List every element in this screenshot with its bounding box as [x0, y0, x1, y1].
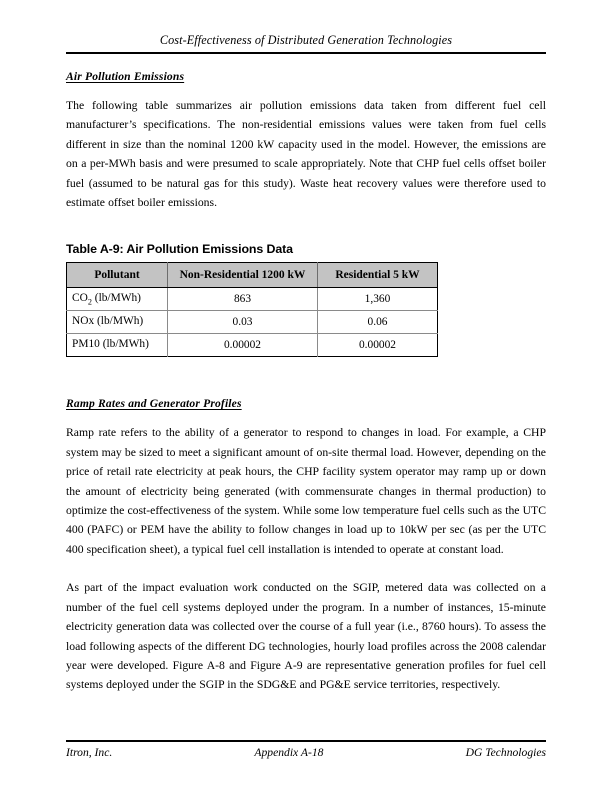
spacer	[66, 387, 546, 397]
table-row	[67, 288, 438, 311]
cell-pollutant	[67, 288, 168, 311]
pollutant-name: NOx (lb/MWh)	[72, 315, 144, 328]
spacer	[66, 559, 546, 578]
footer-right: DG Technologies	[465, 746, 546, 759]
footer-left: Itron, Inc.	[66, 746, 113, 759]
table-row	[67, 334, 438, 357]
section-heading-air-pollution: Air Pollution Emissions	[66, 70, 185, 83]
pollutant-name: CO	[72, 292, 88, 305]
cell-residential: 1,360	[318, 288, 438, 311]
paragraph-ramp-rates-1: Ramp rate refers to the ability of a generator to respond to changes in load. For example, a CHP system may be sized to meet a significant amount of on-site thermal load. However, depending on the price of retail rate electricity at peak hours, the CHP facility system operator may ramp up or down the amount of electricity being generated (with commensurate changes in thermal production) to optimize the cost-effectiveness of the system. While some low temperature fuel cells such as the UTC 400 (PAFC) or PEM have the ability to follow changes in load up to 10kW per sec (as per the UTC 400 specification sheet), a typical fuel cell installation is intended to operate at constant load.	[66, 426, 546, 556]
running-head: Cost-Effectiveness of Distributed Generation Technologies	[159, 33, 453, 47]
column-header-non-residential: Non-Residential 1200 kW	[168, 263, 318, 288]
footer-rule	[66, 740, 546, 742]
spacer	[66, 357, 546, 387]
pollutant-subscript: 2	[87, 297, 92, 307]
pollutant-name: PM10 (lb/MWh)	[72, 338, 149, 351]
paragraph-air-pollution: The following table summarizes air pollution emissions data taken from different fuel cell manufacturer’s specifications. The non-residential emissions values were taken from fuel cells different in size than the nominal 1200 kW capacity used in the model. However, the emissions are on a per-MWh basis and were presumed to scale appropriately. Note that CHP fuel cells offset boiler fuel (assumed to be natural gas for this study). Waste heat recovery values were therefore used to estimate offset boiler emissions.	[66, 99, 546, 210]
spacer	[66, 212, 546, 242]
pollutant-units: (lb/MWh)	[91, 292, 141, 305]
cell-pollutant	[67, 334, 168, 357]
paragraph-ramp-rates-2: As part of the impact evaluation work conducted on the SGIP, metered data was collected on a number of the fuel cell systems deployed under the program. In a number of instances, 15-minute electricity generation data was collected over the course of a full year (i.e., 8760 hours). To assess the load following aspects of the different DG technologies, hourly load profiles across the 2008 calendar year were developed. Figure A-8 and Figure A-9 are representative generation profiles for fuel cell systems deployed under the SGIP in the SDG&E and PG&E service territories, respectively.	[66, 581, 546, 692]
cell-non-residential: 0.03	[168, 311, 318, 334]
section-heading-ramp-rates: Ramp Rates and Generator Profiles	[66, 397, 242, 411]
table-row	[67, 311, 438, 334]
cell-residential: 0.00002	[318, 334, 438, 357]
air-pollution-emissions-table	[66, 262, 438, 357]
cell-residential: 0.06	[318, 311, 438, 334]
page-footer	[66, 746, 546, 759]
table-header-row	[67, 263, 438, 288]
cell-non-residential: 863	[168, 288, 318, 311]
column-header-residential: Residential 5 kW	[318, 263, 438, 288]
cell-non-residential: 0.00002	[168, 334, 318, 357]
table-caption: Table A-9: Air Pollution Emissions Data	[66, 242, 293, 257]
footer-center: Appendix A-18	[254, 746, 324, 759]
content-column	[66, 70, 546, 695]
column-header-pollutant: Pollutant	[67, 263, 168, 288]
cell-pollutant	[67, 311, 168, 334]
header-rule	[66, 52, 546, 54]
